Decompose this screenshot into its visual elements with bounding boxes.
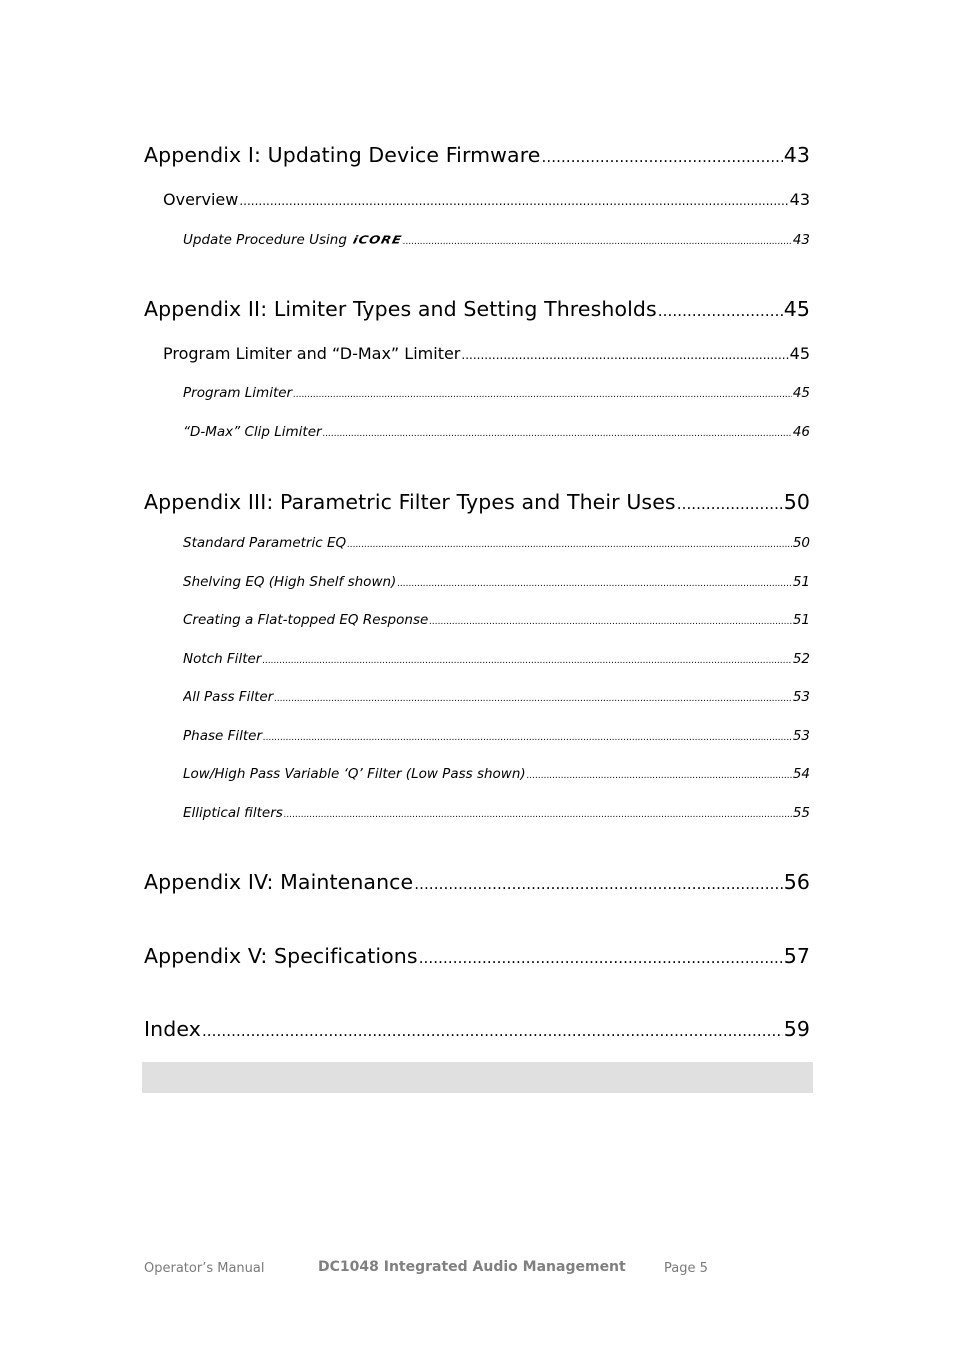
page-footer [0,1259,954,1281]
toc-page-number: 57 [783,944,810,968]
toc-entry-title: Appendix IV: Maintenance [144,870,414,894]
toc-entry-title: Program Limiter and “D-Max” Limiter [163,344,461,363]
toc-page-number: 46 [792,424,810,440]
toc-entry-title: Overview [163,190,239,209]
toc-page-number: 53 [792,689,810,705]
toc-leader-dots [403,237,792,247]
toc-entry-title: Low/High Pass Variable ‘Q’ Filter (Low Pass shown) [183,766,526,782]
toc-page-number: 53 [792,728,810,744]
toc-page-number: 43 [789,190,810,209]
toc-leader-dots [284,810,792,820]
toc-page-number: 43 [792,232,810,248]
toc-entry-title: Appendix I: Updating Device Firmware [144,143,541,167]
toc-entry-shelving-eq[interactable] [183,574,810,590]
toc-leader-dots [347,540,792,550]
toc-page-number: 50 [783,490,810,514]
toc-leader-dots [461,348,788,362]
toc-leader-dots [397,579,792,589]
toc-leader-dots [263,733,792,743]
toc-page-number: 51 [792,574,810,590]
toc-entry-title: Elliptical filters [183,805,283,821]
toc-leader-dots [262,656,791,666]
icore-logo: iCORE [351,234,404,247]
toc-entry-program-limiter[interactable] [183,385,810,401]
toc-entry-title: Phase Filter [183,728,263,744]
gray-divider-bar [142,1062,813,1093]
toc-entry-appendix-5[interactable] [144,944,810,968]
toc-entry-index[interactable] [144,1017,810,1041]
toc-entry-appendix-1[interactable] [144,143,810,167]
toc-entry-title: Standard Parametric EQ [183,535,347,551]
toc-entry-elliptical-filters[interactable] [183,805,810,821]
toc-entry-appendix-2[interactable] [144,297,810,321]
toc-leader-dots [542,148,783,166]
toc-entry-title: Program Limiter [183,385,293,401]
toc-leader-dots [202,1022,783,1040]
toc-page-number: 50 [792,535,810,551]
toc-entry-notch-filter[interactable] [183,651,810,667]
toc-entry-standard-parametric-eq[interactable] [183,535,810,551]
toc-entry-title: Appendix III: Parametric Filter Types and Their Uses [144,490,676,514]
toc-entry-appendix-3[interactable] [144,490,810,514]
toc-leader-dots [429,617,792,627]
toc-entry-low-high-pass-filter[interactable] [183,766,810,782]
toc-entry-title: Creating a Flat-topped EQ Response [183,612,429,628]
toc-leader-dots [419,949,783,967]
toc-entry-title: Appendix V: Specifications [144,944,418,968]
footer-page-number: Page 5 [664,1261,708,1276]
toc-entry-title: Notch Filter [183,651,262,667]
toc-entry-title: Shelving EQ (High Shelf shown) [183,574,397,590]
toc-leader-dots [293,390,792,400]
toc-entry-appendix-4[interactable] [144,870,810,894]
toc-entry-title-text: Update Procedure Using [183,232,347,248]
toc-entry-title: Appendix II: Limiter Types and Setting Thresholds [144,297,657,321]
toc-page-number: 54 [792,766,810,782]
toc-leader-dots [677,495,783,513]
toc-page-number: 43 [783,143,810,167]
toc-entry-title: “D-Max” Clip Limiter [183,424,322,440]
toc-leader-dots [658,302,783,320]
toc-leader-dots [239,194,788,208]
toc-page-number: 52 [792,651,810,667]
toc-entry-program-dmax-limiter[interactable] [163,344,810,363]
footer-manual-label: Operator’s Manual [144,1261,265,1276]
toc-page-number: 59 [783,1017,810,1041]
toc-page-number: 55 [792,805,810,821]
toc-leader-dots [527,771,792,781]
footer-product-title: DC1048 Integrated Audio Management [318,1259,626,1275]
toc-entry-phase-filter[interactable] [183,728,810,744]
toc-page-number: 45 [789,344,810,363]
toc-entry-overview[interactable] [163,190,810,209]
toc-page-number: 45 [792,385,810,401]
toc-leader-dots [274,694,792,704]
toc-entry-title: Index [144,1017,201,1041]
toc-entry-update-procedure[interactable] [183,232,810,248]
toc-entry-title [183,232,402,248]
toc-entry-flat-topped-eq[interactable] [183,612,810,628]
toc-page-number: 56 [783,870,810,894]
toc-entry-dmax-clip-limiter[interactable] [183,424,810,440]
toc-page-number: 45 [783,297,810,321]
toc-leader-dots [323,429,792,439]
toc-leader-dots [414,875,782,893]
toc-entry-all-pass-filter[interactable] [183,689,810,705]
toc-entry-title: All Pass Filter [183,689,274,705]
toc-page-number: 51 [792,612,810,628]
